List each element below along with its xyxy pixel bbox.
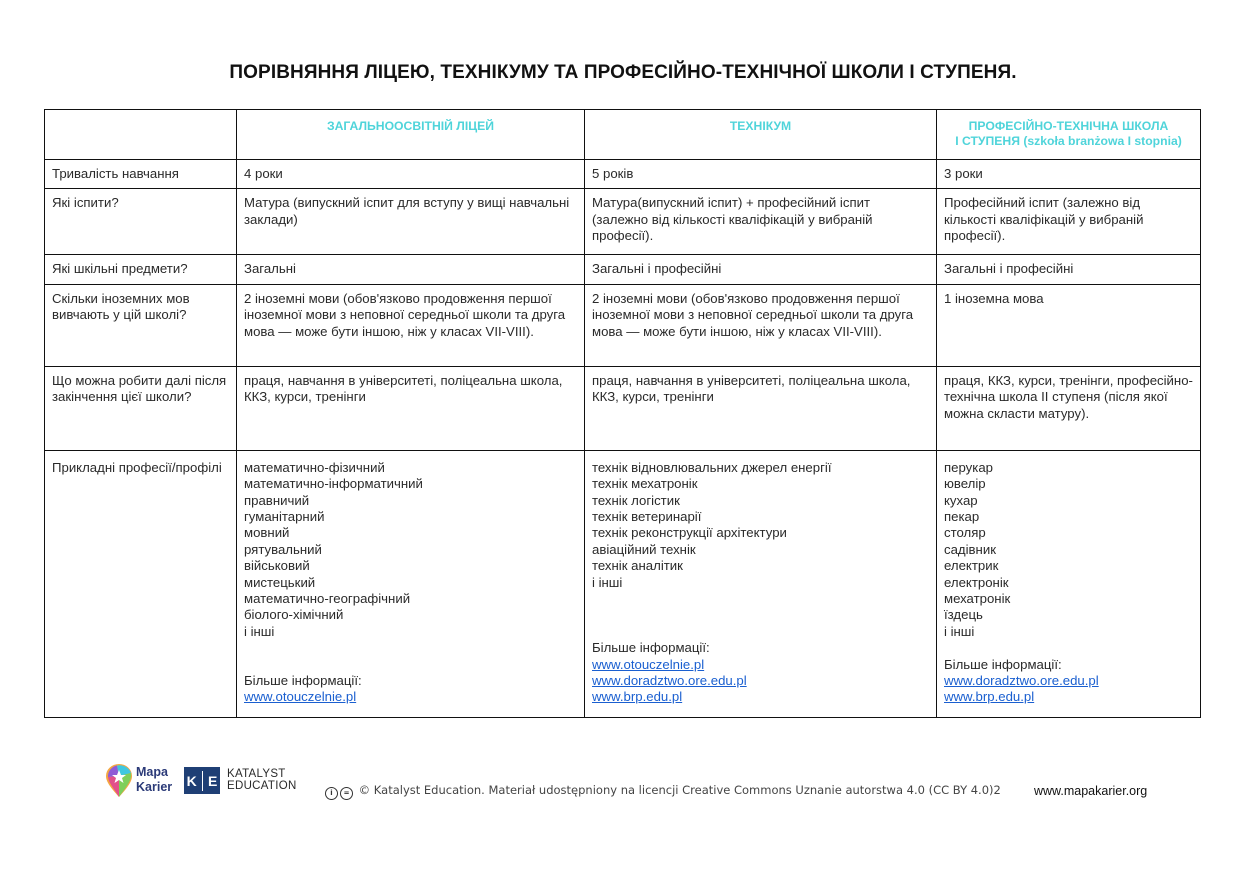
row-label-exams: Які іспити? [45,189,237,255]
link-list [592,657,929,706]
page-title: ПОРІВНЯННЯ ЛІЦЕЮ, ТЕХНІКУМУ ТА ПРОФЕСІЙНО-ТЕХНІЧНОЇ ШКОЛИ І СТУПЕНЯ. [229,62,1017,83]
table-header-row [45,110,1201,160]
profile-item: математично-фізичний [244,459,385,475]
cell-vocational-profiles [937,450,1201,717]
profile-item: технік мехатронік [592,476,698,492]
table-row [45,284,1201,366]
profile-item: мистецький [244,574,316,590]
cell-lyceum: Загальні [237,255,585,284]
profile-item: технік логістик [592,492,680,508]
cell-technikum: 5 років [585,160,937,189]
cell-technikum: Матура(випускний іспит) + професійний іспит (залежно від кількості кваліфікацій у вибраній професії). [585,189,937,255]
website-link[interactable]: www.mapakarier.org [1034,784,1148,798]
profile-item: столяр [944,525,986,541]
cell-technikum: праця, навчання в університеті, поліцеальна школа, ККЗ, курси, тренінги [585,366,937,450]
footer [0,756,1246,806]
katalyst-logo-icon: K E [184,767,220,794]
cell-technikum: 2 іноземні мови (обов'язково продовження першої іноземної мови з неповної середньої школи та друга мова — може бути іншою, ніж у класах VII-VIII). [585,284,937,366]
more-info-label: Більше інформації: [944,656,1062,672]
cc-by-icon: i [325,787,338,800]
profile-item: біолого-хімічний [244,607,344,623]
header-lyceum: ЗАГАЛЬНООСВІТНІЙ ЛІЦЕЙ [237,110,585,160]
more-info-label: Більше інформації: [244,673,362,689]
info-link[interactable]: www.brp.edu.pl [944,689,1035,705]
cell-technikum: Загальні і професійні [585,255,937,284]
cell-lyceum: праця, навчання в університеті, поліцеальна школа, ККЗ, курси, тренінги [237,366,585,450]
link-list [244,689,577,705]
header-vocational-school: ПРОФЕСІЙНО-ТЕХНІЧНА ШКОЛА І СТУПЕНЯ (szkoła branżowa I stopnia) [937,110,1201,160]
profile-item: перукар [944,459,993,475]
profile-list [592,460,929,591]
profile-item: технік аналітик [592,558,683,574]
info-link[interactable]: www.otouczelnie.pl [592,656,705,672]
profile-item: військовий [244,558,310,574]
cell-vocational: 1 іноземна мова [937,284,1201,366]
profile-item: електронік [944,574,1009,590]
license-text: i = © Katalyst Education. Materiał udostępniony na licencji Creative Commons Uznanie autorstwa 4.0 (CC BY 4.0)2 [325,783,1001,800]
comparison-table [44,109,1201,718]
profile-item: ювелір [944,476,986,492]
mapa-karier-wordmark: Mapa Karier [136,765,173,794]
profile-item: технік відновлювальних джерел енергії [592,459,832,475]
profile-item: і інші [592,574,623,590]
table-row [45,366,1201,450]
profile-item: їздець [944,607,983,623]
row-label-duration: Тривалість навчання [45,160,237,189]
profile-item: рятувальний [244,541,322,557]
link-list [944,673,1193,706]
profile-item: мехатронік [944,591,1011,607]
profile-item: садівник [944,541,996,557]
table-row [45,255,1201,284]
info-link[interactable]: www.otouczelnie.pl [244,689,357,705]
table-row [45,160,1201,189]
cc-icon: = [340,787,353,800]
profile-item: правничий [244,492,310,508]
cell-vocational: Професійний іспит (залежно від кількості кваліфікацій у вибраній професії). [937,189,1201,255]
katalyst-wordmark: KATALYST EDUCATION [227,768,297,792]
cell-vocational: Загальні і професійні [937,255,1201,284]
profile-item: математично-інформатичний [244,476,423,492]
mapa-karier-logo-icon [105,764,133,798]
profile-item: пекар [944,509,980,525]
profile-item: технік ветеринарії [592,509,702,525]
profile-list [944,460,1193,640]
profile-item: гуманітарний [244,509,325,525]
more-info-label: Більше інформації: [592,640,710,656]
header-empty-cell [45,110,237,160]
info-link[interactable]: www.doradztwo.ore.edu.pl [944,673,1099,689]
profile-item: кухар [944,492,978,508]
cell-vocational: праця, ККЗ, курси, тренінги, професійно-технічна школа II ступеня (після якої можна скласти матуру). [937,366,1201,450]
row-label-subjects: Які шкільні предмети? [45,255,237,284]
table-row [45,189,1201,255]
row-label-next-steps: Що можна робити далі після закінчення цієї школи? [45,366,237,450]
info-link[interactable]: www.doradztwo.ore.edu.pl [592,673,747,689]
table-row-profiles [45,450,1201,717]
row-label-profiles: Прикладні професії/профілі [45,450,237,717]
cell-lyceum: 4 роки [237,160,585,189]
header-technikum: ТЕХНІКУМ [585,110,937,160]
profile-list [244,460,577,640]
profile-item: мовний [244,525,290,541]
profile-item: авіаційний технік [592,541,696,557]
cell-technikum-profiles [585,450,937,717]
profile-item: технік реконструкції архітектури [592,525,787,541]
cell-lyceum: Матура (випускний іспит для вступу у вищі навчальні заклади) [237,189,585,255]
row-label-languages: Скільки іноземних мов вивчають у цій школі? [45,284,237,366]
profile-item: і інші [944,623,975,639]
info-link[interactable]: www.brp.edu.pl [592,689,683,705]
cell-vocational: 3 роки [937,160,1201,189]
cell-lyceum: 2 іноземні мови (обов'язково продовження першої іноземної мови з неповної середньої школи та друга мова — може бути іншою, ніж у класах VII-VIII). [237,284,585,366]
profile-item: математично-географічний [244,591,411,607]
profile-item: електрик [944,558,999,574]
cell-lyceum-profiles [237,450,585,717]
profile-item: і інші [244,623,275,639]
